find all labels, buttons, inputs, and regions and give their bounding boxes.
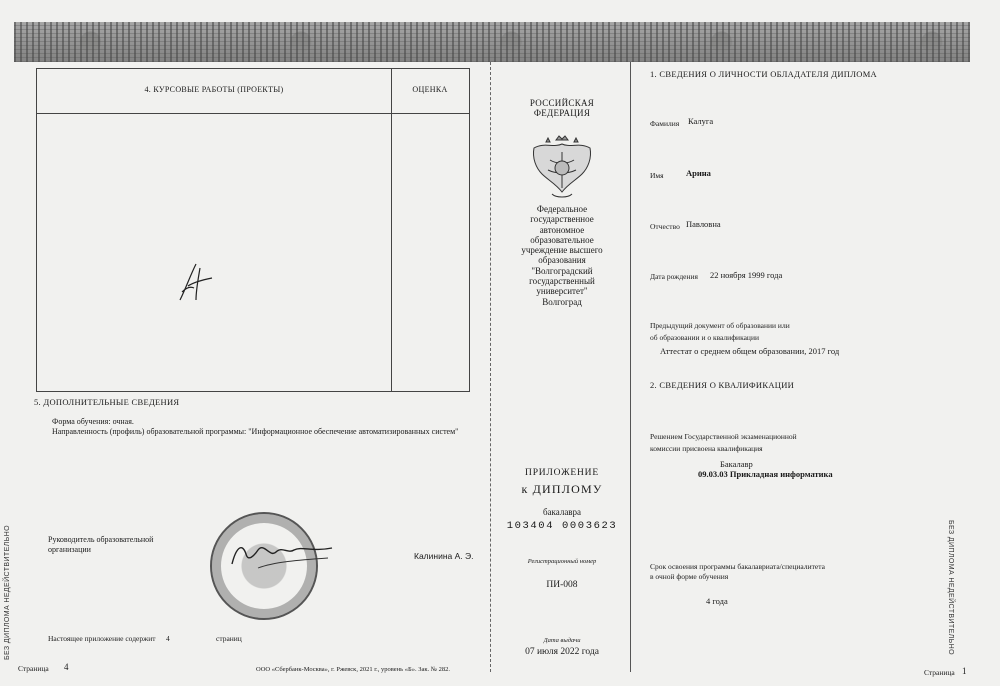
contains-label: Настоящее приложение содержит bbox=[48, 634, 156, 643]
univ-line: автономное bbox=[539, 224, 585, 235]
signature bbox=[228, 528, 338, 578]
university-block bbox=[500, 204, 624, 307]
univ-line: образовательное bbox=[530, 234, 594, 245]
country-name bbox=[500, 98, 624, 118]
sidebar-warning-left: БЕЗ ДИПЛОМА НЕДЕЙСТВИТЕЛЬНО bbox=[4, 525, 11, 660]
term-label-line2: в очной форме обучения bbox=[650, 572, 729, 581]
decision-line2: комиссии присвоена квалификация bbox=[650, 444, 763, 453]
coursework-header: 4. КУРСОВЫЕ РАБОТЫ (ПРОЕКТЫ) bbox=[144, 85, 284, 94]
sidebar-warning-right: БЕЗ ДИПЛОМА НЕДЕЙСТВИТЕЛЬНО bbox=[947, 520, 954, 655]
univ-line: учреждение высшего bbox=[521, 245, 603, 256]
head-label-line2: организации bbox=[48, 545, 91, 554]
head-label-line1: Руководитель образовательной bbox=[48, 535, 154, 544]
diploma-number: 103404 0003623 bbox=[506, 520, 618, 532]
univ-line: "Волгоградский bbox=[531, 265, 593, 276]
univ-line: Волгоград bbox=[542, 296, 582, 307]
degree-level: бакалавра bbox=[542, 507, 582, 517]
univ-line: государственное bbox=[530, 214, 594, 225]
page-label-left: Страница bbox=[18, 664, 49, 673]
table-column-divider bbox=[391, 69, 392, 391]
term-label-line1: Срок освоения программы бакалавриата/специалитета bbox=[650, 562, 825, 571]
contains-count: 4 bbox=[166, 634, 170, 643]
attachment-title: ПРИЛОЖЕНИЕ bbox=[525, 468, 599, 478]
decision-line1: Решением Государственной экзаменационной bbox=[650, 432, 797, 441]
section1-title: 1. СВЕДЕНИЯ О ЛИЧНОСТИ ОБЛАДАТЕЛЯ ДИПЛОМА bbox=[650, 69, 877, 79]
patronymic-label: Отчество bbox=[650, 222, 680, 231]
page-label-right: Страница bbox=[924, 668, 955, 677]
fold-line bbox=[490, 62, 491, 672]
name-label: Имя bbox=[650, 171, 664, 180]
patronymic-value: Павловна bbox=[686, 219, 721, 229]
name-value: Арина bbox=[686, 168, 711, 178]
program-focus: Направленность (профиль) образовательной программы: "Информационное обеспечение автоматизированных систем" bbox=[52, 427, 459, 436]
section2-title: 2. СВЕДЕНИЯ О КВАЛИФИКАЦИИ bbox=[650, 380, 795, 390]
country-line2: ФЕДЕРАЦИЯ bbox=[533, 108, 591, 118]
dob-label: Дата рождения bbox=[650, 272, 698, 281]
coursework-table bbox=[36, 68, 470, 392]
country-line1: РОССИЙСКАЯ bbox=[529, 98, 595, 108]
specialty-value: 09.03.03 Прикладная информатика bbox=[698, 469, 833, 479]
univ-line: образования bbox=[538, 255, 586, 266]
surname-value: Калуга bbox=[688, 116, 714, 126]
page-number-right: 1 bbox=[962, 666, 967, 676]
prev-doc-value: Аттестат о среднем общем образовании, 2017 год bbox=[660, 346, 840, 356]
prev-doc-label-line2: об образовании и о квалификации bbox=[650, 333, 759, 342]
page-number-left: 4 bbox=[64, 662, 69, 672]
printer-info: ООО «Сбербанк-Москва», г. Ржевск, 2021 г., уровень «Б». Зак. № 282. bbox=[256, 666, 450, 673]
univ-line: Федеральное bbox=[536, 204, 588, 214]
coat-of-arms-icon bbox=[526, 134, 598, 200]
surname-label: Фамилия bbox=[650, 119, 680, 128]
qualification-value: Бакалавр bbox=[720, 459, 753, 469]
dob-value: 22 ноября 1999 года bbox=[710, 270, 783, 280]
univ-line: университет" bbox=[536, 286, 588, 297]
ornamental-band bbox=[14, 22, 970, 62]
column-divider bbox=[630, 62, 631, 672]
univ-line: государственный bbox=[529, 276, 595, 287]
pages-label: страниц bbox=[216, 634, 242, 643]
strike-scribble bbox=[176, 258, 216, 304]
term-value: 4 года bbox=[706, 596, 728, 606]
issue-date-label: Дата выдачи bbox=[543, 637, 581, 644]
study-form: Форма обучения: очная. bbox=[52, 417, 134, 426]
section5-title: 5. ДОПОЛНИТЕЛЬНЫЕ СВЕДЕНИЯ bbox=[34, 397, 180, 407]
to-diploma-title: к ДИПЛОМУ bbox=[521, 482, 603, 496]
issue-date: 07 июля 2022 года bbox=[525, 647, 599, 657]
prev-doc-label-line1: Предыдущий документ об образовании или bbox=[650, 321, 790, 330]
reg-number-label: Регистрационный номер bbox=[527, 558, 597, 565]
grade-header: ОЦЕНКА bbox=[412, 85, 448, 94]
reg-number: ПИ-008 bbox=[546, 580, 578, 590]
head-name: Калинина А. Э. bbox=[414, 551, 474, 561]
